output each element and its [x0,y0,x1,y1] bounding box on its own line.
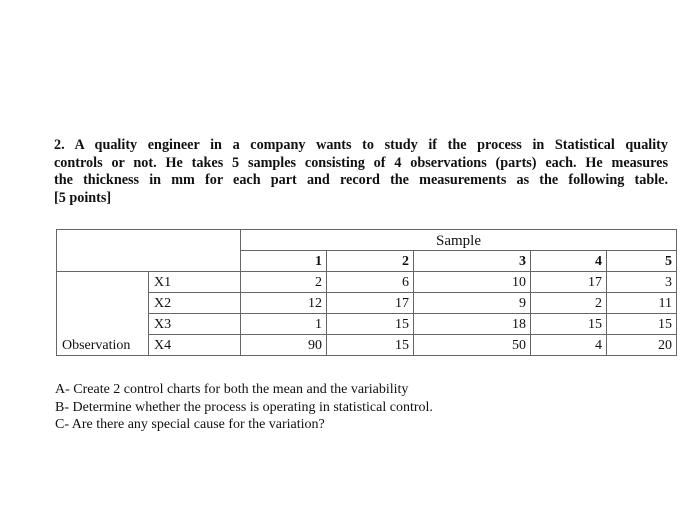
table-cell: 20 [607,335,677,356]
table-cell: 15 [327,335,414,356]
table-cell: 6 [327,272,414,293]
table-cell: 50 [414,335,531,356]
table-cell: 1 [241,314,327,335]
sample-number: 4 [531,251,607,272]
question-item: C- Are there any special cause for the variation? [55,417,325,432]
table-cell: 12 [241,293,327,314]
table-cell: 11 [607,293,677,314]
table-header-row [57,230,677,251]
observation-label: Observation [57,272,149,356]
problem-line: controls or not. He takes 5 samples consisting of 4 observations (parts) each. He measures [54,154,668,171]
table-cell: 17 [327,293,414,314]
table-row [57,272,677,293]
table-cell: 10 [414,272,531,293]
table-cell: 3 [607,272,677,293]
measurement-table [56,229,677,356]
table-cell: 15 [607,314,677,335]
table-row [57,293,677,314]
table-cell: 17 [531,272,607,293]
question-list [55,381,433,434]
table-cell: 15 [327,314,414,335]
row-label: X2 [149,293,241,314]
problem-points: [5 points] [54,189,112,206]
sample-number: 5 [607,251,677,272]
table-cell: 2 [241,272,327,293]
problem-statement [54,137,668,207]
row-label: X3 [149,314,241,335]
sample-number: 2 [327,251,414,272]
sample-header: Sample [241,230,677,251]
table-row [57,335,677,356]
question-item: A- Create 2 control charts for both the mean and the variability [55,382,409,397]
table-cell: 9 [414,293,531,314]
problem-line: 2. A quality engineer in a company wants to study if the process in Statistical quality [54,137,668,153]
table-cell: 15 [531,314,607,335]
sample-number: 1 [241,251,327,272]
question-item: B- Determine whether the process is operating in statistical control. [55,399,433,415]
sample-number: 3 [414,251,531,272]
row-label: X4 [149,335,241,356]
table-cell: 18 [414,314,531,335]
table-row [57,314,677,335]
problem-line: the thickness in mm for each part and record the measurements as the following table. [54,172,668,189]
table-cell: 4 [531,335,607,356]
row-label: X1 [149,272,241,293]
table-cell: 2 [531,293,607,314]
table-cell: 90 [241,335,327,356]
empty-corner-cell [57,230,241,272]
